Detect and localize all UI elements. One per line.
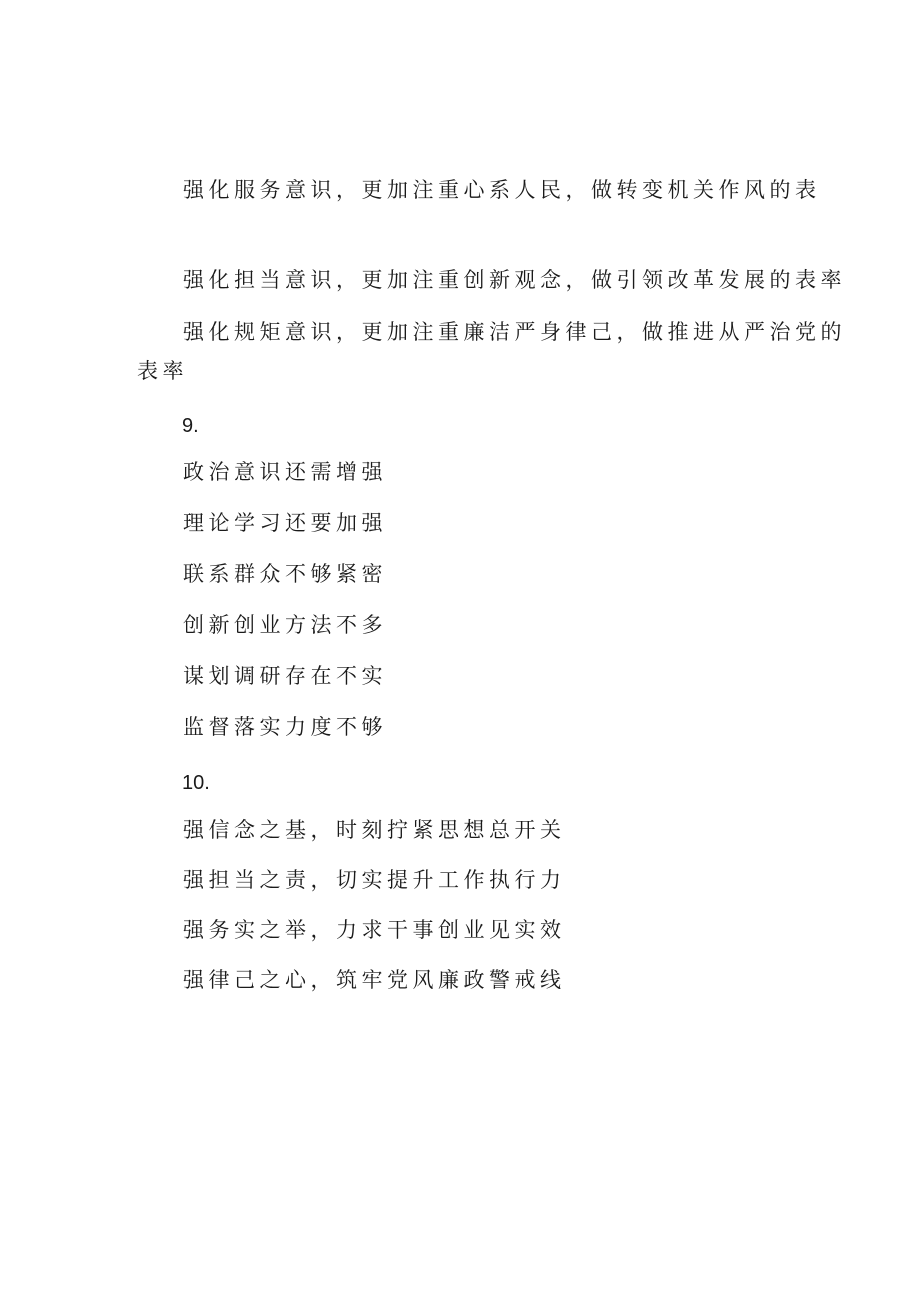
paragraph-line: 强化服务意识，更加注重心系人民，做转变机关作风的表: [183, 178, 821, 202]
list-item: 政治意识还需增强: [183, 460, 387, 484]
list-item: 联系群众不够紧密: [183, 562, 387, 586]
list-item: 强担当之责，切实提升工作执行力: [183, 868, 566, 892]
paragraph-line: 强化担当意识，更加注重创新观念，做引领改革发展的表率: [183, 268, 846, 292]
section-number: 9.: [182, 415, 199, 437]
list-item: 谋划调研存在不实: [183, 664, 387, 688]
list-item: 创新创业方法不多: [183, 613, 387, 637]
list-item: 监督落实力度不够: [183, 715, 387, 739]
list-item: 理论学习还要加强: [183, 511, 387, 535]
paragraph-line: 强化规矩意识，更加注重廉洁严身律己，做推进从严治党的: [183, 320, 846, 344]
list-item: 强务实之举，力求干事创业见实效: [183, 918, 566, 942]
section-number: 10.: [182, 772, 210, 794]
list-item: 强律己之心，筑牢党风廉政警戒线: [183, 968, 566, 992]
paragraph-line-wrap: 表率: [137, 359, 188, 383]
list-item: 强信念之基，时刻拧紧思想总开关: [183, 818, 566, 842]
